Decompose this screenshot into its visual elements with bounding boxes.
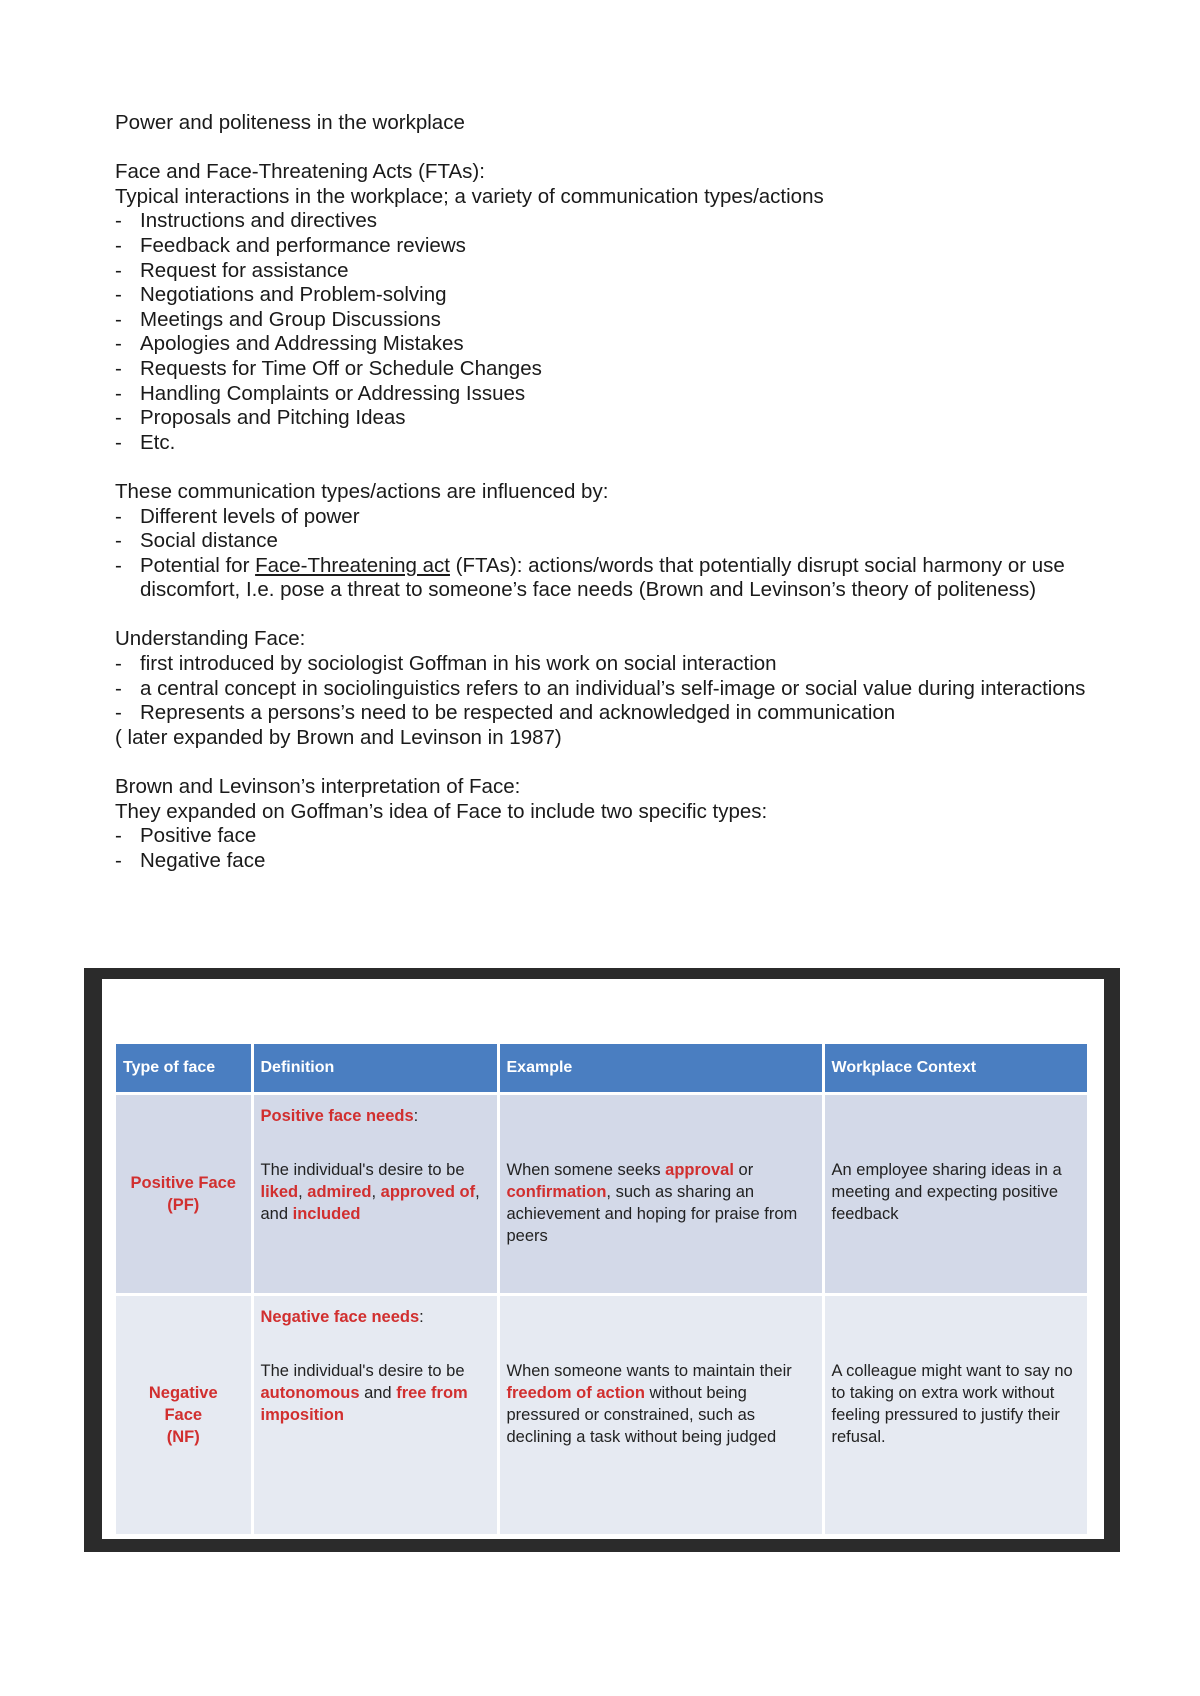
- text: without being pressured or constrained, such as declining a task without being judged: [506, 1384, 777, 1446]
- list-item: - Proposals and Pitching Ideas: [115, 406, 1115, 431]
- highlight: included: [292, 1205, 361, 1223]
- face-types-table: [116, 1044, 1090, 1534]
- list-item: - Etc.: [115, 431, 1115, 456]
- text: When someone wants to maintain their: [506, 1362, 792, 1380]
- highlight: free from imposition: [260, 1384, 468, 1424]
- highlight: autonomous: [260, 1384, 360, 1402]
- highlight: approved of: [380, 1183, 476, 1201]
- highlight: freedom of action: [506, 1384, 645, 1402]
- column-header: Example: [498, 1044, 823, 1094]
- positive-example-text: [507, 1159, 815, 1247]
- negative-definition-cell: [252, 1295, 498, 1535]
- negative-example-cell: [498, 1295, 823, 1535]
- list-item: - first introduced by sociologist Goffman in his work on social interaction: [115, 652, 1115, 677]
- highlight: admired: [307, 1183, 372, 1201]
- negative-context-cell: [823, 1295, 1088, 1535]
- text: When somene seeks: [506, 1161, 666, 1179]
- list-item: - Apologies and Addressing Mistakes: [115, 332, 1115, 357]
- face-table-figure: [84, 968, 1120, 1552]
- list-item: - Negotiations and Problem-solving: [115, 283, 1115, 308]
- list-item: - Different levels of power: [115, 505, 1115, 530]
- positive-face-cell: [116, 1094, 252, 1295]
- document-body: [115, 111, 1115, 873]
- positive-face-label: Positive Face (PF): [130, 1174, 236, 1214]
- negative-context-text: A colleague might want to say no to taking on extra work without feeling pressured to justify their refusal.: [831, 1362, 1073, 1446]
- positive-definition-text: [261, 1159, 490, 1225]
- fta-intro: Typical interactions in the workplace; a variety of communication types/actions: [115, 184, 824, 208]
- positive-needs-label: Positive face needs: [260, 1107, 414, 1125]
- figure-canvas: [102, 979, 1104, 1539]
- page-title: Power and politeness in the workplace: [115, 111, 465, 134]
- fta-underlined-term: Face-Threatening act: [255, 553, 450, 577]
- positive-example-cell: [498, 1094, 823, 1295]
- understanding-note: ( later expanded by Brown and Levinson in 1987): [115, 725, 562, 749]
- table-header-row: [116, 1044, 1088, 1094]
- positive-context-text: An employee sharing ideas in a meeting and expecting positive feedback: [831, 1161, 1062, 1223]
- influences-heading: These communication types/actions are influenced by:: [115, 479, 609, 503]
- fta-text-post: (FTAs): actions/words that potentially disrupt social harmony or use discomfort, I.e. pose a threat to someone’s face needs (Brown and Levinson’s theory of politeness): [140, 553, 1065, 602]
- brown-levinson-intro: They expanded on Goffman’s idea of Face to include two specific types:: [115, 799, 768, 823]
- text: The individual's desire to be: [260, 1161, 465, 1179]
- text: The individual's desire to be: [260, 1362, 465, 1380]
- list-item: - Meetings and Group Discussions: [115, 308, 1115, 333]
- negative-face-cell: [116, 1295, 252, 1535]
- fta-text-pre: Potential for: [140, 553, 256, 577]
- negative-definition-text: [261, 1360, 490, 1426]
- list-item: - Represents a persons’s need to be respected and acknowledged in communication: [115, 701, 1115, 726]
- positive-definition-cell: [252, 1094, 498, 1295]
- table-row: [116, 1094, 1088, 1295]
- list-item: [115, 554, 1115, 603]
- colon: :: [413, 1107, 419, 1125]
- list-item: - Positive face: [115, 824, 1115, 849]
- text: and: [359, 1384, 397, 1402]
- face-types-list: [115, 824, 1115, 873]
- highlight: approval: [665, 1161, 734, 1179]
- understanding-heading: Understanding Face:: [115, 627, 306, 651]
- list-item: - Requests for Time Off or Schedule Changes: [115, 357, 1115, 382]
- brown-levinson-heading: Brown and Levinson’s interpretation of Face:: [115, 775, 521, 799]
- fta-list: [115, 209, 1115, 455]
- list-item: - Request for assistance: [115, 259, 1115, 284]
- negative-face-label: (NF): [166, 1428, 200, 1446]
- list-item: - Instructions and directives: [115, 209, 1115, 234]
- negative-face-label: Negative: [148, 1384, 218, 1402]
- list-item: - Feedback and performance reviews: [115, 234, 1115, 259]
- column-header: Workplace Context: [823, 1044, 1088, 1094]
- influences-list: [115, 505, 1115, 603]
- list-item: - Negative face: [115, 849, 1115, 874]
- table-row: [116, 1295, 1088, 1535]
- column-header: Type of face: [116, 1044, 252, 1094]
- highlight: confirmation: [506, 1183, 607, 1201]
- list-item: - a central concept in sociolinguistics refers to an individual’s self-image or social value during interactions: [115, 677, 1115, 702]
- text: ,: [298, 1183, 308, 1201]
- negative-face-label: Face: [164, 1406, 203, 1424]
- colon: :: [419, 1308, 424, 1326]
- text: ,: [371, 1183, 381, 1201]
- negative-needs-label: Negative face needs: [260, 1308, 420, 1326]
- fta-heading: Face and Face-Threatening Acts (FTAs):: [115, 160, 485, 184]
- list-item: - Handling Complaints or Addressing Issues: [115, 382, 1115, 407]
- column-header: Definition: [252, 1044, 498, 1094]
- highlight: liked: [260, 1183, 299, 1201]
- positive-context-cell: [823, 1094, 1088, 1295]
- negative-example-text: [507, 1360, 815, 1448]
- text: or: [733, 1161, 754, 1179]
- text: , and: [260, 1183, 480, 1223]
- text: , such as sharing an achievement and hoping for praise from peers: [506, 1183, 798, 1245]
- list-item: - Social distance: [115, 529, 1115, 554]
- understanding-list: [115, 652, 1115, 726]
